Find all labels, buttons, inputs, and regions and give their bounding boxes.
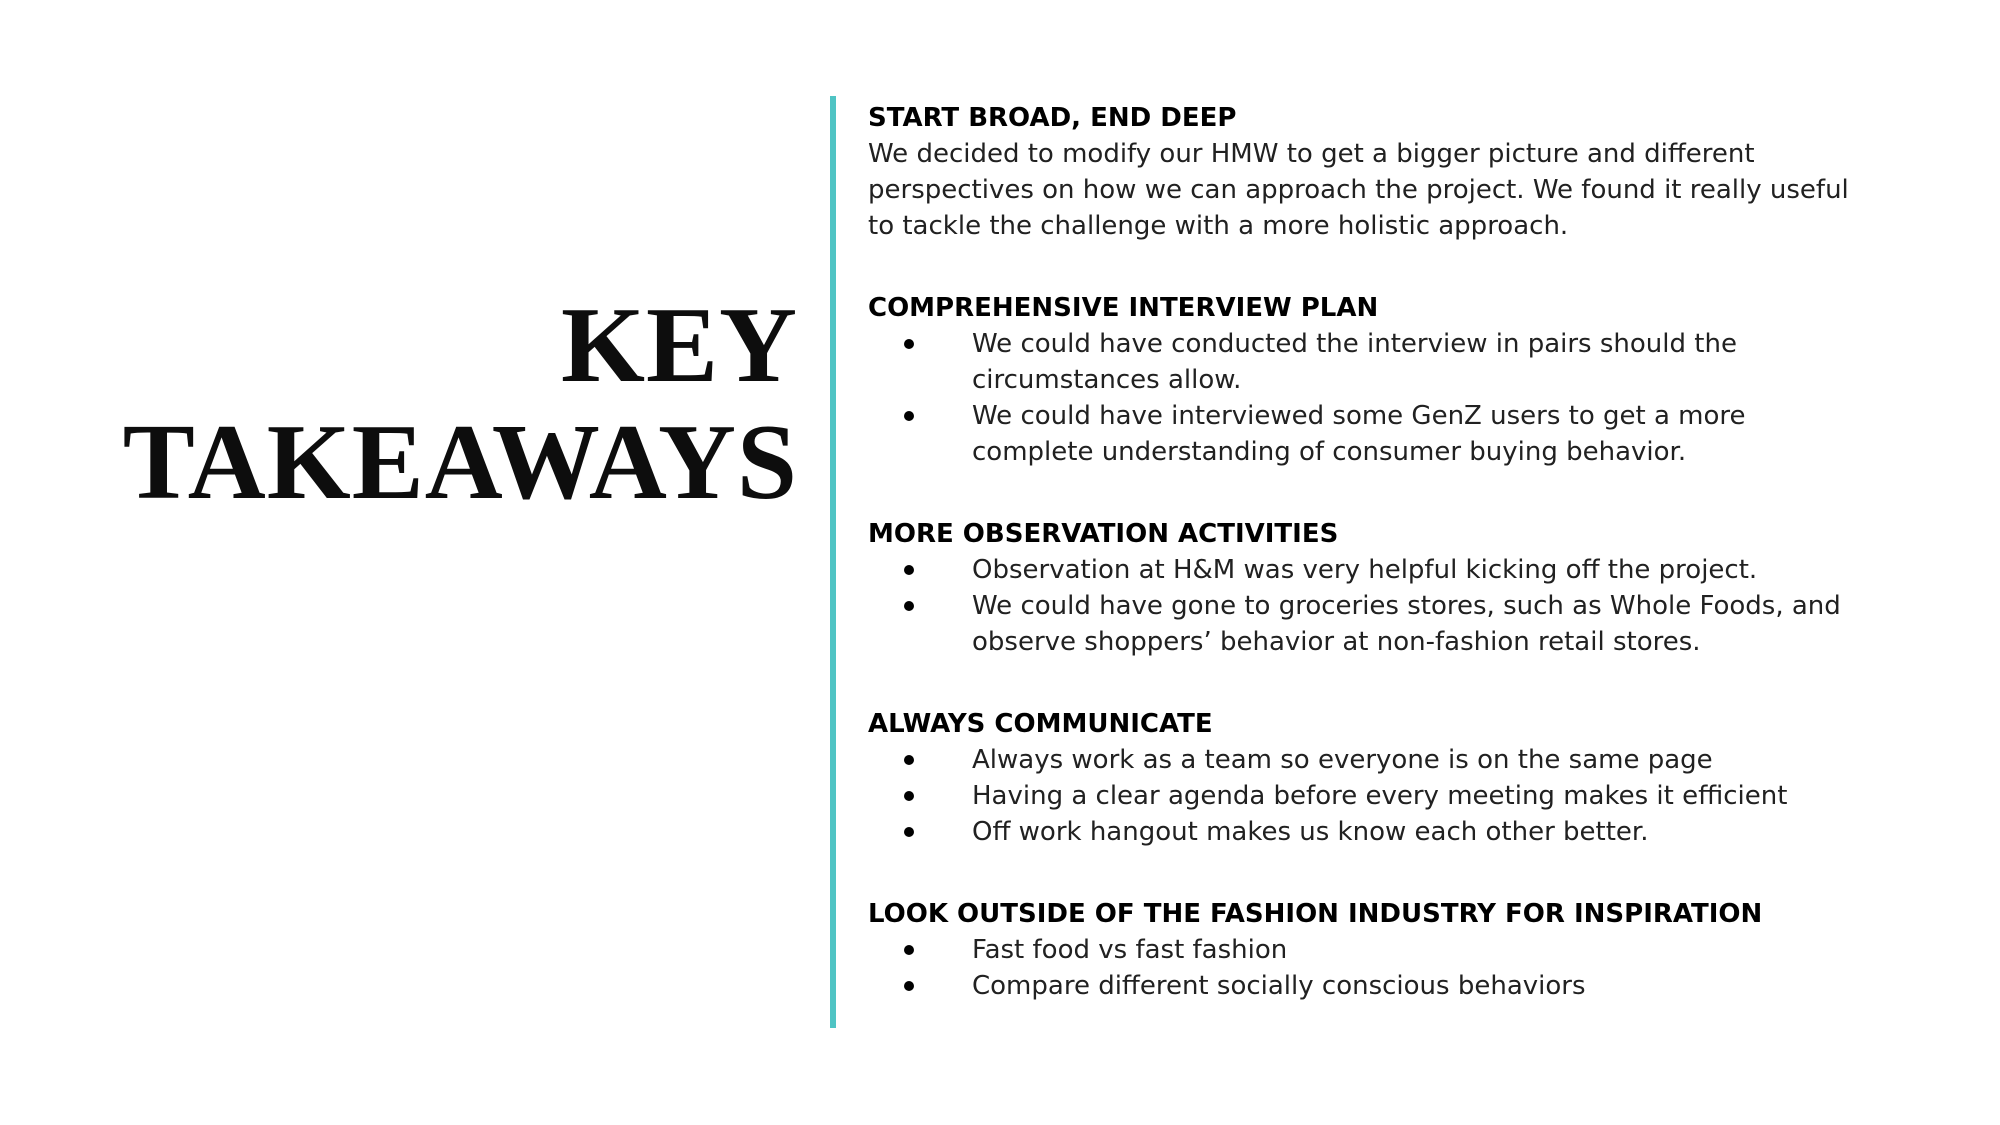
- bullet-item: Off work hangout makes us know each other better.: [868, 814, 1868, 850]
- bullet-list: [868, 326, 1868, 470]
- bullet-item: Observation at H&M was very helpful kicking off the project.: [868, 552, 1868, 588]
- section-look-outside-fashion-industry: [868, 896, 1868, 1004]
- bullet-item: We could have conducted the interview in pairs should the circumstances allow.: [868, 326, 1868, 398]
- section-more-observation-activities: [868, 516, 1868, 660]
- bullet-list: [868, 932, 1868, 1004]
- section-start-broad-end-deep: [868, 100, 1868, 244]
- section-always-communicate: [868, 706, 1868, 850]
- title-column: [0, 0, 814, 1125]
- slide-title: [123, 288, 798, 521]
- bullet-item: Always work as a team so everyone is on the same page: [868, 742, 1868, 778]
- section-heading: LOOK OUTSIDE OF THE FASHION INDUSTRY FOR INSPIRATION: [868, 899, 1763, 929]
- title-line-1: KEY: [560, 286, 798, 405]
- bullet-list: [868, 742, 1868, 850]
- bullet-item: Fast food vs fast fashion: [868, 932, 1868, 968]
- section-heading: ALWAYS COMMUNICATE: [868, 709, 1213, 739]
- bullet-list: [868, 552, 1868, 660]
- section-heading: MORE OBSERVATION ACTIVITIES: [868, 519, 1339, 549]
- section-paragraph: We decided to modify our HMW to get a bigger picture and different perspectives on how we can approach the project. We found it really useful to tackle the challenge with a more holistic approach.: [868, 139, 1849, 241]
- bullet-item: Compare different socially conscious behaviors: [868, 968, 1868, 1004]
- vertical-divider: [830, 96, 836, 1028]
- section-comprehensive-interview-plan: [868, 290, 1868, 470]
- bullet-item: Having a clear agenda before every meeting makes it efficient: [868, 778, 1868, 814]
- section-heading: COMPREHENSIVE INTERVIEW PLAN: [868, 293, 1379, 323]
- bullet-item: We could have interviewed some GenZ users to get a more complete understanding of consumer buying behavior.: [868, 398, 1868, 470]
- title-line-2: TAKEAWAYS: [122, 402, 798, 522]
- section-heading: START BROAD, END DEEP: [868, 103, 1237, 133]
- content-column: [868, 100, 1868, 1004]
- bullet-item: We could have gone to groceries stores, such as Whole Foods, and observe shoppers’ behavior at non-fashion retail stores.: [868, 588, 1868, 660]
